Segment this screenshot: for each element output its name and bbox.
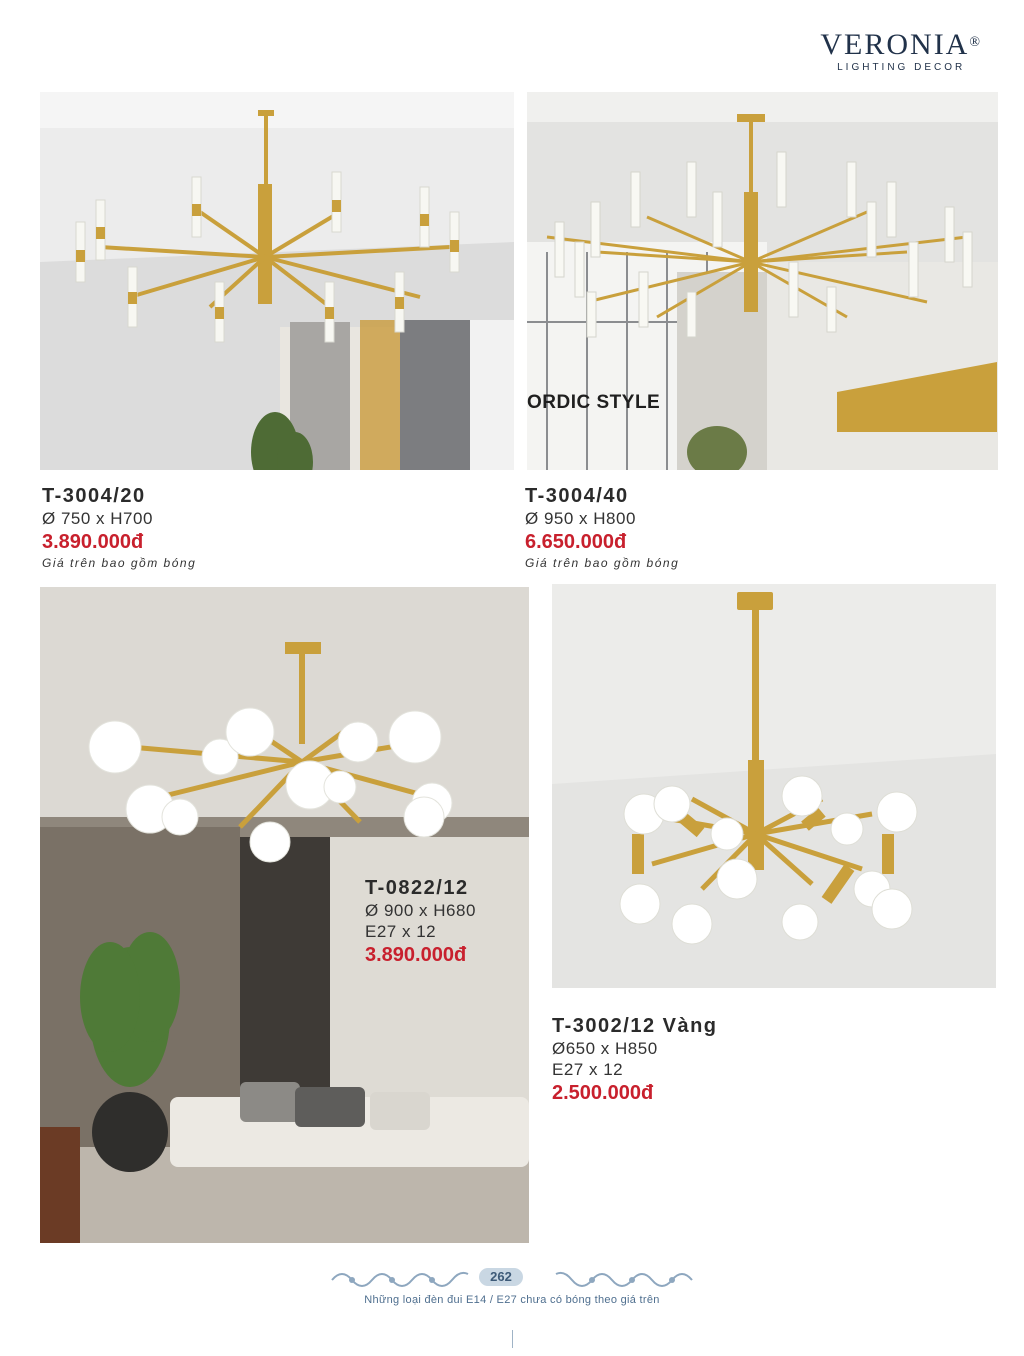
product-code: T-3004/20 [42,485,146,507]
product-price: 6.650.000đ [525,531,627,553]
page-number: 262 [479,1268,523,1286]
product-code: T-0822/12 [365,877,469,899]
product-dimensions: Ø650 x H850 [552,1039,658,1058]
product-photo-t-3002-12 [552,584,996,988]
brand-name: VERONIA® [820,28,982,61]
price-note: Giá trên bao gồm bóng [42,556,197,570]
product-price: 2.500.000đ [552,1082,654,1104]
product-dimensions: Ø 950 x H800 [525,509,636,528]
product-dimensions: Ø 900 x H680 [365,901,476,920]
chandelier-photo-illustration [552,584,996,988]
product-bulb-spec: E27 x 12 [365,922,437,941]
product-t-3004-20 [42,484,196,571]
product-t-3002-12 [552,1014,718,1106]
product-bulb-spec: E27 x 12 [552,1060,624,1079]
product-photo-t-3004-40 [527,92,998,470]
product-dimensions: Ø 750 x H700 [42,509,153,528]
brand-logo [820,30,982,73]
product-code: T-3004/40 [525,485,629,507]
product-price: 3.890.000đ [42,531,144,553]
brand-tagline: LIGHTING DECOR [837,62,966,73]
footer-note: Những loại đèn đui E14 / E27 chưa có bóng theo giá trên [364,1294,660,1306]
product-photo-t-3004-20 [40,92,514,470]
page-center-tick [512,1330,513,1348]
registered-mark: ® [969,35,982,50]
product-t-3004-40 [525,484,679,571]
product-code: T-3002/12 Vàng [552,1015,718,1037]
product-price: 3.890.000đ [365,944,467,966]
product-t-0822-12 [365,876,476,968]
chandelier-photo-illustration [40,92,514,470]
photo-overlay-text: ORDIC STYLE [527,392,661,413]
page-footer [0,1262,1024,1306]
price-note: Giá trên bao gồm bóng [525,556,680,570]
